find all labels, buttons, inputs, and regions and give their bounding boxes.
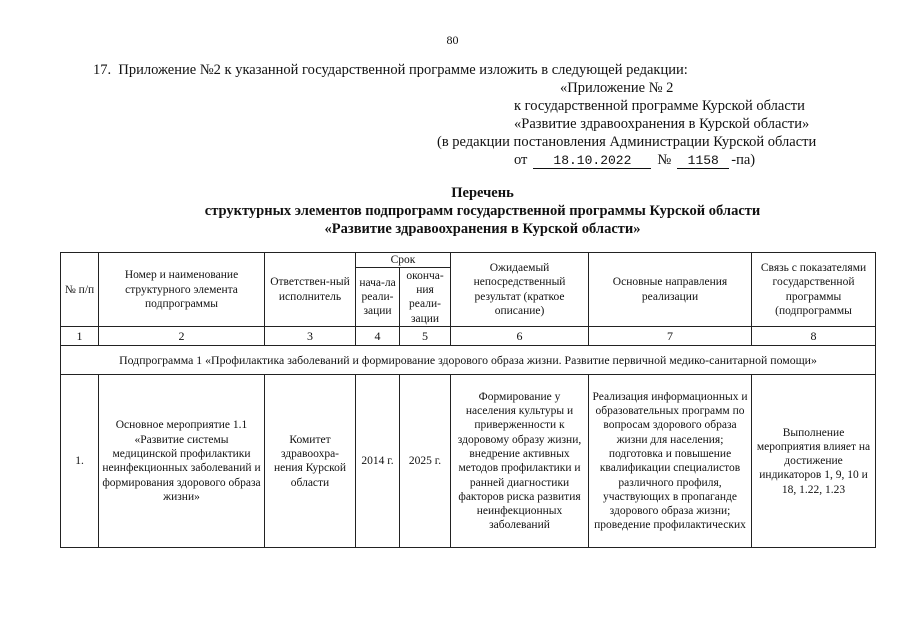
- appendix-line-4: (в редакции постановления Администрации Курской области: [437, 134, 817, 150]
- header-end: оконча-ния реали-зации: [400, 268, 451, 327]
- header-link: Связь с показателями государственной программы (подпрограммы: [752, 253, 876, 327]
- header-directions: Основные направления реализации: [589, 253, 752, 327]
- decree-number: 1158: [677, 154, 729, 169]
- header-name: Номер и наименование структурного элемента подпрограммы: [99, 253, 265, 327]
- column-index: 4: [356, 327, 400, 346]
- table-row: [61, 375, 876, 548]
- header-num: № п/п: [61, 253, 99, 327]
- appendix-line-2: к государственной программе Курской области: [514, 98, 805, 114]
- intro-number: 17.: [93, 62, 112, 78]
- header-row: [61, 253, 876, 268]
- structural-elements-table: [60, 252, 876, 548]
- header-executor: Ответствен-ный исполнитель: [265, 253, 356, 327]
- row-link: Выполнение мероприятия влияет на достижение индикаторов 1, 9, 10 и 18, 1.22, 1.23: [752, 375, 876, 548]
- appendix-line-3: «Развитие здравоохранения в Курской области»: [514, 116, 810, 132]
- row-name: Основное мероприятие 1.1 «Развитие системы медицинской профилактики неинфекционных заболеваний и формирования здорового образа жизни»: [99, 375, 265, 548]
- column-index: 7: [589, 327, 752, 346]
- subprogram-title: Подпрограмма 1 «Профилактика заболеваний и формирование здорового образа жизни. Развитие первичной медико-санитарной помощи»: [61, 346, 876, 375]
- column-index: 2: [99, 327, 265, 346]
- decree-date: 18.10.2022: [533, 154, 651, 169]
- intro-paragraph: [93, 62, 688, 79]
- title-line-1: Перечень: [451, 185, 514, 201]
- title-line-2: структурных элементов подпрограмм государственной программы Курской области: [204, 203, 761, 219]
- column-index: 3: [265, 327, 356, 346]
- column-index: 6: [451, 327, 589, 346]
- subprogram-row: [61, 346, 876, 375]
- row-num: 1.: [61, 375, 99, 548]
- row-directions: Реализация информационных и образовательных программ по вопросам здорового образа жизни для населения; подготовка и повышение квалификации специалистов различного профиля, участвующих в пропаганде здорового образа жизни; проведение профилактических: [589, 375, 752, 548]
- row-start: 2014 г.: [356, 375, 400, 548]
- row-executor: Комитет здравоохра-нения Курской области: [265, 375, 356, 548]
- column-index: 5: [400, 327, 451, 346]
- header-term: Срок: [356, 253, 451, 268]
- column-index-row: [61, 327, 876, 346]
- appendix-line-1: «Приложение № 2: [560, 80, 674, 96]
- header-result: Ожидаемый непосредственный результат (краткое описание): [451, 253, 589, 327]
- number-label: №: [657, 152, 672, 168]
- column-index: 8: [752, 327, 876, 346]
- page-number: 80: [446, 33, 459, 47]
- intro-text: Приложение №2 к указанной государственной программе изложить в следующей редакции:: [118, 62, 688, 78]
- decree-suffix: -па): [731, 152, 756, 168]
- row-end: 2025 г.: [400, 375, 451, 548]
- row-result: Формирование у населения культуры и приверженности к здоровому образу жизни, внедрение активных методов профилактики и ранней диагностики факторов риска развития неинфекционных заболеваний: [451, 375, 589, 548]
- header-start: нача-ла реали-зации: [356, 268, 400, 327]
- from-label: от: [514, 152, 528, 168]
- title-line-3: «Развитие здравоохранения в Курской области»: [324, 221, 641, 237]
- column-index: 1: [61, 327, 99, 346]
- appendix-decree-line: [514, 152, 755, 169]
